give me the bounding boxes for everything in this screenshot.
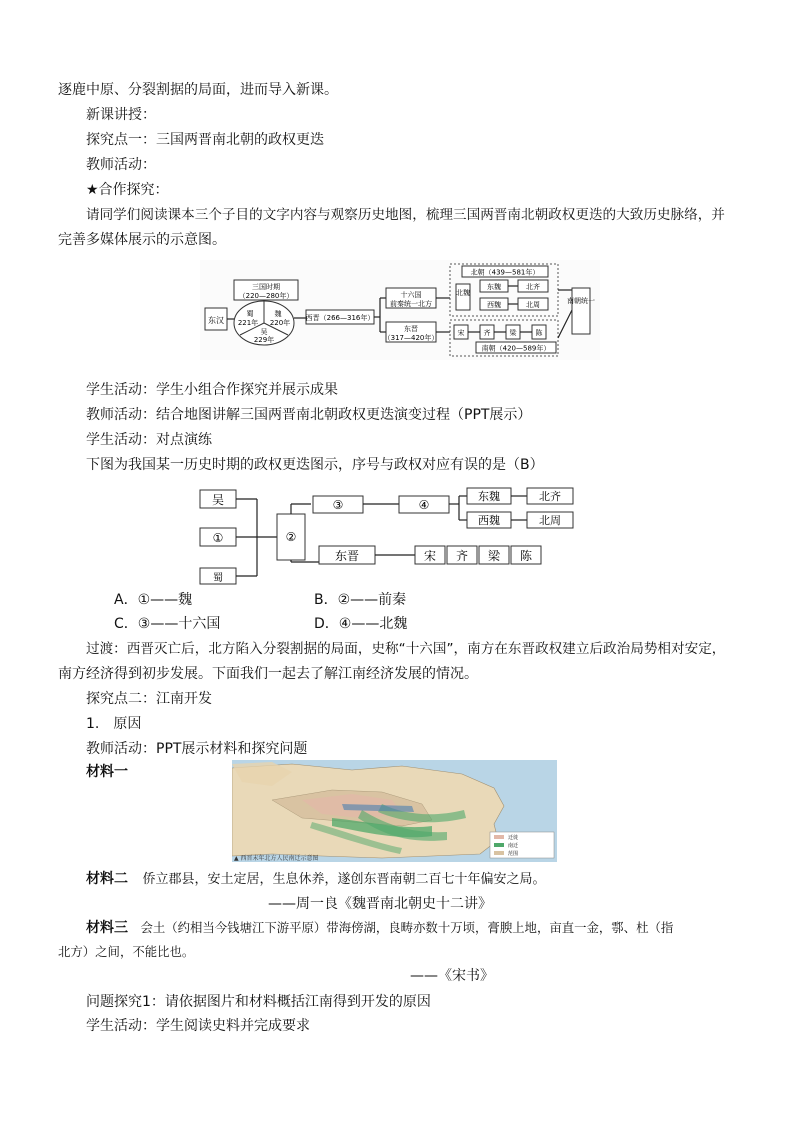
xiwei-label: 西魏 xyxy=(487,301,501,309)
dongjin-years: （317—420年） xyxy=(383,334,439,342)
liang-label: 梁 xyxy=(487,549,501,563)
shu-year: 221年 xyxy=(237,319,259,327)
question-inquiry-1: 问题探究1：请依据图片和材料概括江南得到开发的原因 xyxy=(86,994,431,1010)
beiqi-label: 北齐 xyxy=(526,283,540,291)
qi-label: 齐 xyxy=(455,549,469,563)
map-caption: ▲ 西晋末年北方人民南迁示意图 xyxy=(234,855,319,862)
n3-label: ③ xyxy=(332,498,344,512)
beiwei-box xyxy=(456,284,470,310)
exercise-diagram xyxy=(195,484,585,588)
donghan-label: 东汉 xyxy=(208,316,224,325)
nanchao-label: 南朝（420—589年） xyxy=(481,344,551,353)
n4-label: ④ xyxy=(418,498,430,512)
legend-item: 迁徙 xyxy=(508,835,519,841)
beiwei-label: 北魏 xyxy=(456,289,470,297)
cause-heading: 1. 原因 xyxy=(86,716,142,732)
material-3-label: 材料三 xyxy=(86,920,128,936)
song-label: 宋 xyxy=(423,549,437,563)
dongwei-label: 东魏 xyxy=(487,283,501,291)
xiwei-label: 西魏 xyxy=(478,514,500,527)
inquiry-point-2: 探究点二：江南开发 xyxy=(86,691,212,707)
question-stem: 下图为我国某一历史时期的政权更迭图示，序号与政权对应有误的是（B） xyxy=(86,457,544,473)
material-2-label: 材料二 xyxy=(86,871,128,887)
material-3-text-2: 北方）之间，不能比也。 xyxy=(58,944,195,959)
n1-label: ① xyxy=(212,531,224,545)
student-activity-1: 学生活动：学生小组合作探究并展示成果 xyxy=(86,382,338,398)
chen-label: 陈 xyxy=(535,329,543,337)
material-1-label: 材料一 xyxy=(86,764,128,780)
section-heading: 新课讲授： xyxy=(86,107,156,123)
inquiry-point-1: 探究点一：三国两晋南北朝的政权更迭 xyxy=(86,132,324,148)
qi-label: 齐 xyxy=(483,329,491,337)
option-c: C．③——十六国 xyxy=(114,616,221,632)
song-label: 宋 xyxy=(457,329,465,337)
student-activity-3: 学生活动：学生阅读史料并完成要求 xyxy=(86,1018,310,1034)
beizhou-label: 北周 xyxy=(539,514,561,527)
beiqi-label: 北齐 xyxy=(539,490,561,503)
sanguo-label: 三国时期 xyxy=(252,283,280,291)
chen-label: 陈 xyxy=(519,549,533,563)
option-b: B．②——前秦 xyxy=(314,592,407,608)
nanchao-tongyi-label: 南朝统一 xyxy=(567,297,595,305)
liang-label: 梁 xyxy=(509,329,517,337)
wu-label: 吴 xyxy=(260,328,268,336)
wei-label: 魏 xyxy=(274,310,282,318)
dongwei-label: 东魏 xyxy=(478,490,500,503)
material-3-text: 会土（约相当今钱塘江下游平原）带海傍湖，良畴亦数十万顷，膏腴上地，亩直一金，鄠、杜（指 xyxy=(140,920,674,935)
intro-line: 逐鹿中原、分裂割据的局面，进而导入新课。 xyxy=(58,82,338,98)
xijin-label: 西晋（266—316年） xyxy=(305,314,375,322)
tongyi-box xyxy=(572,288,590,334)
material-3-line xyxy=(86,918,673,938)
cooperative-inquiry: ★合作探究： xyxy=(86,182,169,198)
wei-year: 220年 xyxy=(269,319,291,327)
option-a: A．①——魏 xyxy=(114,592,193,608)
material-2-line xyxy=(86,869,545,890)
option-d: D．④——北魏 xyxy=(314,616,408,632)
material-3-source: ——《宋书》 xyxy=(410,968,494,984)
shu-label: 蜀 xyxy=(246,310,254,318)
material-2-text: 侨立郡县，安土定居，生息休养，遂创东晋南朝二百七十年偏安之局。 xyxy=(142,872,546,887)
sanguo-years: （220—280年） xyxy=(238,292,294,300)
teacher-activity-2: 教师活动：结合地图讲解三国两晋南北朝政权更迭演变过程（PPT展示） xyxy=(86,407,532,423)
beizhou-label: 北周 xyxy=(526,301,540,309)
legend-item: 范围 xyxy=(508,851,519,857)
beichao-label: 北朝（439—581年） xyxy=(470,268,540,277)
student-activity-2: 学生活动：对点演练 xyxy=(86,432,212,448)
material-2-source: ——周一良《魏晋南北朝史十二讲》 xyxy=(268,896,492,912)
legend-item: 南迁 xyxy=(508,843,519,849)
wu-year: 229年 xyxy=(253,336,275,344)
wu-label: 吴 xyxy=(211,493,225,507)
n2-label: ② xyxy=(285,530,297,544)
shu-label: 蜀 xyxy=(213,573,223,584)
succession-diagram xyxy=(200,260,600,360)
instruction-line-2: 完善多媒体展示的示意图。 xyxy=(58,232,226,248)
instruction-line-1: 请同学们阅读课本三个子目的文字内容与观察历史地图，梳理三国两晋南北朝政权更迭的大致历史脉络，并 xyxy=(86,207,725,223)
transition-line-2: 南方经济得到初步发展。下面我们一起去了解江南经济发展的情况。 xyxy=(58,666,478,682)
migration-map xyxy=(232,760,557,862)
dongjin-label: 东晋 xyxy=(404,325,418,333)
transition-line-1: 过渡：西晋灭亡后，北方陷入分裂割据的局面，史称“十六国”，南方在东晋政权建立后政治局势相对安定， xyxy=(86,641,726,657)
dongjin-label: 东晋 xyxy=(334,549,360,563)
teacher-activity-3: 教师活动：PPT展示材料和探究问题 xyxy=(86,741,308,757)
teacher-activity: 教师活动： xyxy=(86,157,156,173)
shiliu-label: 十六国 xyxy=(400,291,422,299)
qianqin-label: 前秦统一北方 xyxy=(390,300,432,308)
